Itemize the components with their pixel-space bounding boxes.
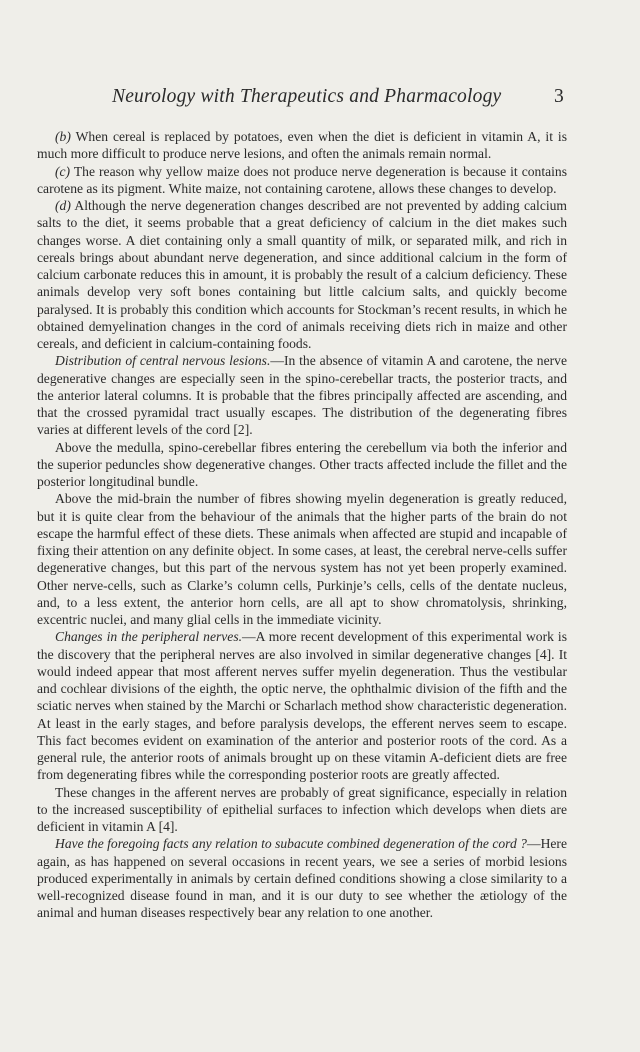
section-heading-peripheral: Changes in the peripheral nerves.: [55, 629, 243, 645]
paragraph-text: The reason why yellow maize does not produce nerve degeneration is because it contains carotene as its pigment. White maize, not containing carotene, allows these changes to develop.: [37, 163, 567, 196]
paragraph-foregoing: [37, 835, 567, 921]
paragraph-marker: (c): [55, 163, 71, 179]
paragraph-peripheral: [37, 628, 567, 783]
paragraph-text: —In the absence of vitamin A and carotene, the nerve degenerative changes are especially seen in the spino-cerebellar tracts, the posterior tracts, and the anterior lateral columns. It is probable that the fibres principally affected are ascending, and that the crossed pyramidal tract usually escapes. The distribution of the degenerating fibres varies at different levels of the cord [2].: [37, 353, 567, 438]
paragraph-b: [37, 128, 567, 163]
body-text: [37, 128, 567, 922]
paragraph-d: [37, 197, 567, 352]
paragraph-afferent: [37, 784, 567, 836]
section-heading-distribution: Distribution of central nervous lesions.: [55, 353, 271, 369]
running-head: Neurology with Therapeutics and Pharmacology: [112, 86, 502, 107]
paragraph-marker: (b): [55, 129, 71, 144]
paragraph-text: Above the mid-brain the number of fibres showing myelin degeneration is greatly reduced, but it is quite clear from the behaviour of the animals that the higher parts of the brain do not escape the harmful effect of these diets. These animals when affected are stupid and incapable of fixing their attention on any definite object. In some cases, at least, the cerebral nerve-cells suffer degenerative changes, but this part of the nervous system has not yet been properly examined. Other nerve-cells, such as Clarke’s column cells, Purkinje’s cells, cells of the dentate nucleus, and, to a less extent, the anterior horn cells, are all apt to show chromatolysis, shrinking, excentric nuclei, and many glial cells in the immediate vicinity.: [37, 491, 567, 627]
paragraph-mid-brain: [37, 490, 567, 628]
page-number: 3: [554, 86, 564, 107]
section-heading-foregoing: Have the foregoing facts any relation to subacute combined degeneration of the cord ?: [55, 836, 527, 852]
paragraph-text: Above the medulla, spino-cerebellar fibres entering the cerebellum via both the inferior and the superior peduncles show degenerative changes. Other tracts affected include the fillet and the posterior longitudinal bundle.: [37, 439, 567, 489]
paragraph-marker: (d): [55, 198, 71, 213]
paragraph-distribution: [37, 352, 567, 438]
paragraph-text: When cereal is replaced by potatoes, even when the diet is deficient in vitamin A, it is much more difficult to produce nerve lesions, and often the animals remain normal.: [37, 129, 567, 162]
paragraph-text: Although the nerve degeneration changes described are not prevented by adding calcium salts to the diet, it seems probable that a great deficiency of calcium in the diet makes such changes worse. A diet containing only a small quantity of milk, or separated milk, and rich in cereals brings about abundant nerve degeneration, and since additional calcium in the form of calcium carbonate reduces this in amount, it is probably the result of a calcium deficiency. These animals develop very soft bones containing but little calcium salts, and quickly become paralysed. It is probably this condition which accounts for Stockman’s recent results, in which he obtained demyelination changes in the cord of animals receiving diets rich in maize and other cereals, and deficient in calcium-containing foods.: [37, 198, 567, 351]
paragraph-text: These changes in the afferent nerves are probably of great significance, especially in relation to the increased susceptibility of epithelial surfaces to infection which develops when diets are deficient in vitamin A [4].: [37, 784, 567, 834]
paragraph-text: —A more recent development of this experimental work is the discovery that the peripheral nerves are also involved in similar degenerative changes [4]. It would indeed appear that most afferent nerves suffer myelin degeneration. Thus the vestibular and cochlear divisions of the eighth, the optic nerve, the ophthalmic division of the fifth and the sciatic nerves when stained by the Marchi or Scharlach method show characteristic degeneration. At least in the early stages, and before paralysis develops, the efferent nerves seem to escape. This fact becomes evident on examination of the anterior and posterior roots of the cord. As a general rule, the anterior roots of animals brought up on these vitamin A-deficient diets are free from degenerating fibres while the corresponding posterior roots are greatly affected.: [37, 629, 567, 783]
paragraph-c: [37, 163, 567, 198]
paragraph-medulla: [37, 439, 567, 491]
paragraph-text: —Here again, as has happened on several occasions in recent years, we see a series of morbid lesions produced experimentally in animals by certain defined conditions showing a close similarity to a well-recognized disease found in man, and it is our duty to see whether the ætiology of the animal and human diseases respectively bear any relation to one another.: [37, 836, 567, 921]
